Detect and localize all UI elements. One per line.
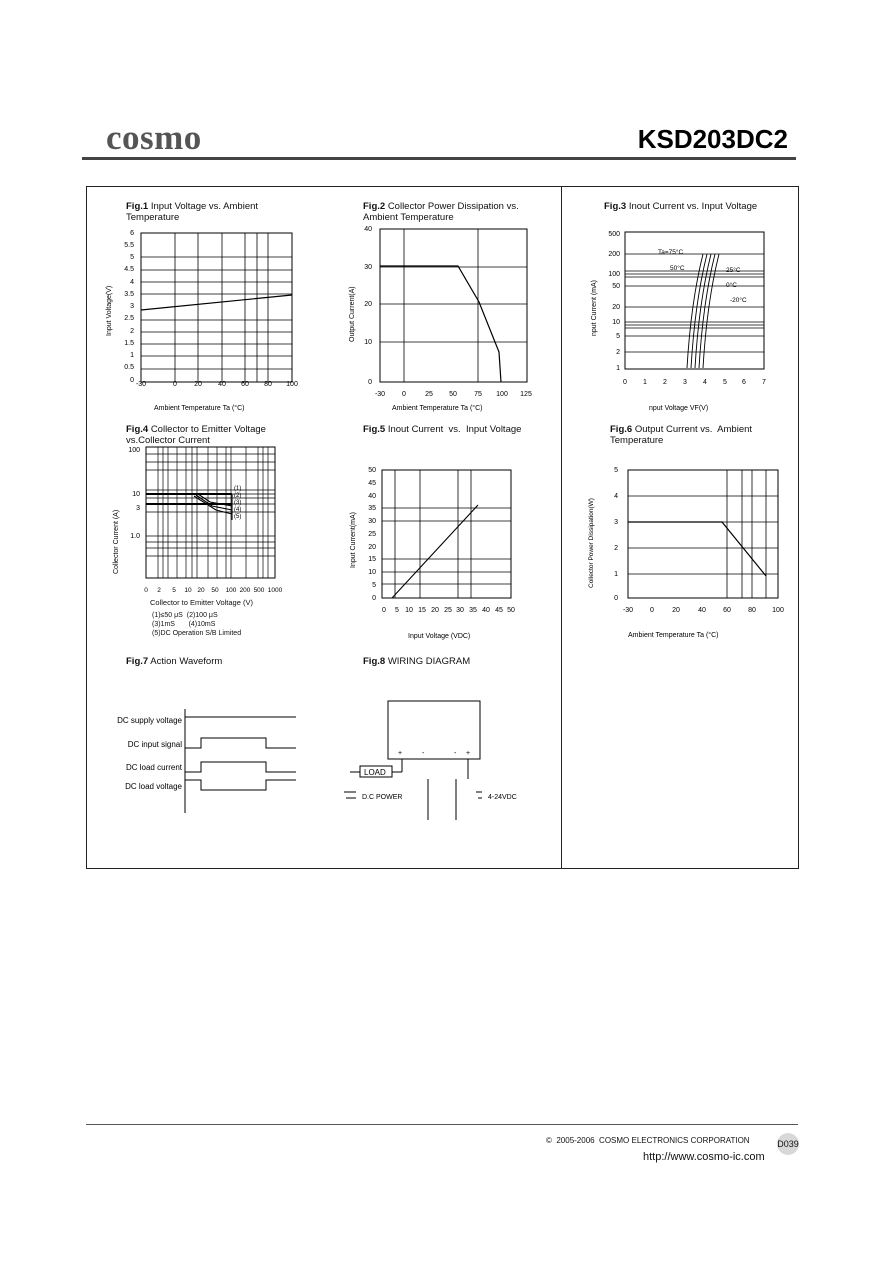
fig7-signals	[117, 716, 183, 791]
fig3-ytick: 200	[608, 251, 620, 258]
fig3-ytick: 500	[608, 231, 620, 238]
fig6-ytick: 1	[614, 571, 618, 578]
part-number: KSD203DC2	[637, 124, 788, 154]
fig3-xtick: 7	[762, 379, 766, 386]
fig1-ytick: 3.5	[124, 291, 134, 298]
fig7-title: Fig.7 Action Waveform	[126, 656, 223, 667]
fig2-ylabel: Output Current(A)	[349, 286, 356, 342]
fig8-power-label: D.C POWER	[362, 794, 403, 801]
fig3-ytick: 20	[612, 304, 620, 311]
fig6-xticks	[623, 607, 784, 614]
fig4-title: Fig.4 Collector to Emitter Voltage vs.Collector Current	[126, 424, 266, 446]
fig3-curve-label: -20°C	[730, 297, 747, 304]
fig7-signal-label: DC load voltage	[125, 782, 182, 791]
fig3-chart	[583, 224, 783, 416]
fig5-ytick: 45	[368, 480, 376, 487]
fig1-ytick: 3	[130, 303, 134, 310]
fig4-note: (2)100 μS	[186, 612, 218, 619]
fig4-xtick: 10	[184, 587, 192, 594]
fig4-xtick: 20	[197, 587, 205, 594]
fig5-xtick: 50	[507, 607, 515, 614]
copyright-text: © 2005-2006 COSMO ELECTRONICS CORPORATION	[546, 1136, 750, 1145]
fig1-xtick: 40	[218, 381, 226, 388]
fig1-ytick: 1.5	[124, 340, 134, 347]
fig6-yticks	[614, 467, 618, 602]
fig5-ytick: 25	[368, 531, 376, 538]
fig8-input-label: 4-24VDC	[488, 794, 517, 801]
fig1-ytick: 2	[130, 328, 134, 335]
fig3-curve-label: 50°C	[670, 265, 685, 272]
fig4-xtick: 200	[239, 587, 251, 594]
fig3-xtick: 2	[663, 379, 667, 386]
header-rule	[82, 157, 796, 160]
fig4-notes	[152, 611, 241, 638]
fig5-ytick: 15	[368, 556, 376, 563]
fig6-title: Fig.6 Output Current vs. Ambient Temperature	[610, 424, 753, 446]
fig4-xticks	[144, 587, 282, 594]
fig1-title: Fig.1 Input Voltage vs. Ambient Temperature	[126, 201, 259, 223]
fig3-title: Fig.3 Inout Current vs. Input Voltage	[604, 201, 758, 212]
fig8-load-label: LOAD	[364, 768, 386, 777]
fig4-xtick: 100	[225, 587, 237, 594]
fig6-xtick: 60	[723, 607, 731, 614]
fig5-xtick: 35	[469, 607, 477, 614]
fig8-pin-mark: -	[454, 750, 457, 757]
fig1-ytick: 1	[130, 352, 134, 359]
fig5-ylabel: Input Current(mA)	[350, 511, 357, 568]
fig2-xtick: 25	[425, 391, 433, 398]
fig2-ytick: 30	[364, 264, 372, 271]
fig4-yticks	[128, 447, 140, 540]
fig4-xtick: 0	[144, 587, 148, 594]
fig4-xtick: 50	[211, 587, 219, 594]
fig1-xtick: 100	[286, 381, 298, 388]
fig1-ytick: 0.5	[124, 364, 134, 371]
fig1-yticks	[124, 230, 134, 384]
fig8-title: Fig.8 WIRING DIAGRAM	[363, 656, 471, 667]
fig5-xtick: 25	[444, 607, 452, 614]
fig3-ytick: 50	[612, 283, 620, 290]
fig8-pin-mark: +	[398, 750, 403, 757]
company-logo: cosmo	[106, 118, 202, 157]
fig4-xtick: 2	[157, 587, 161, 594]
fig5-xtick: 0	[382, 607, 386, 614]
fig4-note: (5)DC Operation S/B Limited	[152, 630, 242, 637]
fig7-signal-label: DC load current	[125, 763, 182, 772]
fig1-xlabel: Ambient Temperature Ta (°C)	[154, 405, 245, 412]
fig5-xtick: 40	[482, 607, 490, 614]
fig3-xtick: 4	[703, 379, 707, 386]
fig5-xtick: 45	[495, 607, 503, 614]
fig3-xticks	[623, 379, 766, 386]
fig5-xtick: 10	[405, 607, 413, 614]
fig3-yticks	[608, 231, 620, 372]
page-number-badge: D039	[777, 1133, 799, 1155]
fig5-ytick: 0	[372, 595, 376, 602]
fig4-xtick: 500	[253, 587, 265, 594]
fig7-signal-label: DC supply voltage	[117, 716, 182, 725]
fig2-xtick: 0	[402, 391, 406, 398]
fig3-ytick: 10	[612, 319, 620, 326]
fig2-yticks	[364, 226, 372, 386]
fig4-chart	[100, 440, 300, 604]
fig5-ytick: 10	[368, 569, 376, 576]
fig3-xtick: 5	[723, 379, 727, 386]
fig6-xtick: 40	[698, 607, 706, 614]
fig1-ytick: 4.5	[124, 266, 134, 273]
fig2-xtick: 50	[449, 391, 457, 398]
frame-divider	[561, 187, 562, 868]
fig3-ytick: 5	[616, 333, 620, 340]
fig1-chart	[100, 224, 310, 414]
fig3-xtick: 6	[742, 379, 746, 386]
fig5-xtick: 20	[431, 607, 439, 614]
fig2-xtick: 100	[496, 391, 508, 398]
fig3-ylabel: nput Current (mA)	[591, 279, 598, 336]
fig5-xtick: 5	[395, 607, 399, 614]
fig3-ytick: 100	[608, 271, 620, 278]
fig6-ytick: 2	[614, 545, 618, 552]
fig4-note: (3)1mS	[152, 621, 175, 628]
fig1-ytick: 5.5	[124, 242, 134, 249]
fig5-ytick: 30	[368, 518, 376, 525]
fig2-title: Fig.2 Collector Power Dissipation vs. Ambient Temperature	[363, 201, 519, 223]
fig2-xtick: -30	[374, 391, 386, 398]
fig5-xtick: 15	[418, 607, 426, 614]
fig1-xtick: 0	[173, 381, 177, 388]
fig3-ytick: 2	[616, 349, 620, 356]
fig4-ytick: 1.0	[130, 533, 140, 540]
fig1-xtick: 20	[194, 381, 202, 388]
fig4-note: (1)≤50 μS	[152, 612, 183, 619]
fig2-ytick: 10	[364, 339, 372, 346]
fig4-ylabel: Collector Current (A)	[113, 509, 120, 574]
fig8-pin-marks	[398, 750, 470, 757]
fig8-pin-mark: +	[466, 750, 471, 757]
fig1-ytick: 0	[130, 377, 134, 384]
fig1-ytick: 6	[130, 230, 134, 237]
fig4-curve-labels	[234, 486, 241, 520]
fig2-xtick: 125	[520, 391, 532, 398]
fig4-ytick: 100	[128, 447, 140, 454]
fig1-xtick: 60	[241, 381, 249, 388]
fig7-signal-label: DC input signal	[127, 740, 182, 749]
fig4-curve-label: (4)	[234, 507, 242, 513]
fig3-curve-label: 25°C	[726, 267, 741, 274]
fig1-ytick: 2.5	[124, 315, 134, 322]
fig3-xlabel: nput Voltage VF(V)	[649, 405, 709, 412]
fig2-xticks	[375, 391, 532, 398]
fig6-xtick: -30	[622, 607, 634, 614]
fig6-xtick: 0	[650, 607, 654, 614]
footer-rule	[86, 1124, 798, 1125]
fig4-curve-label: (3)	[234, 500, 242, 506]
fig3-xtick: 0	[623, 379, 627, 386]
fig5-ytick: 50	[368, 467, 376, 474]
fig8-pin-mark: -	[422, 750, 425, 757]
fig3-curve-label: 0°C	[726, 282, 737, 289]
fig2-chart	[340, 222, 550, 416]
website-link[interactable]: http://www.cosmo-ic.com	[643, 1151, 765, 1163]
fig7-waveform	[100, 705, 300, 817]
fig2-ytick: 40	[364, 226, 372, 233]
fig3-xtick: 3	[683, 379, 687, 386]
fig5-ytick: 20	[368, 544, 376, 551]
fig6-chart	[580, 462, 790, 644]
fig4-xlabel: Collector to Emitter Voltage (V)	[150, 598, 253, 607]
fig5-xtick: 30	[456, 607, 464, 614]
fig1-xtick: 80	[264, 381, 272, 388]
fig2-xtick: 75	[474, 391, 482, 398]
fig5-ytick: 5	[372, 582, 376, 589]
fig4-curve-label: (1)	[234, 486, 242, 492]
fig1-ytick: 4	[130, 279, 134, 286]
fig6-ytick: 5	[614, 467, 618, 474]
fig6-xlabel: Ambient Temperature Ta (°C)	[628, 632, 719, 639]
fig8-wiring	[340, 695, 540, 825]
fig4-curve-label: (5)	[234, 514, 242, 520]
fig5-xlabel: Input Voltage (VDC)	[408, 633, 471, 640]
fig5-chart	[340, 462, 540, 646]
fig4-curve-label: (2)	[234, 493, 242, 499]
fig6-xtick: 100	[772, 607, 784, 614]
fig6-ytick: 3	[614, 519, 618, 526]
fig5-title: Fig.5 Inout Current vs. Input Voltage	[363, 424, 522, 435]
fig1-ytick: 5	[130, 254, 134, 261]
fig2-ytick: 0	[368, 379, 372, 386]
fig4-ytick: 3	[136, 505, 140, 512]
fig2-xlabel: Ambient Temperature Ta (°C)	[392, 405, 483, 412]
fig5-ytick: 35	[368, 505, 376, 512]
fig1-ylabel: Input Voltage(V)	[106, 285, 113, 336]
fig3-xtick: 1	[643, 379, 647, 386]
fig1-xtick: -30	[135, 381, 147, 388]
fig2-ytick: 20	[364, 301, 372, 308]
fig6-ylabel: Collector Power Dissipation(W)	[588, 498, 595, 588]
fig4-xtick: 5	[172, 587, 176, 594]
fig4-xtick: 1000	[267, 587, 283, 594]
fig4-note: (4)10mS	[188, 621, 216, 628]
fig3-curve-label: Ta=75°C	[658, 249, 684, 256]
fig3-ytick: 1	[616, 365, 620, 372]
fig5-yticks	[368, 467, 376, 602]
fig5-ytick: 40	[368, 493, 376, 500]
fig6-ytick: 0	[614, 595, 618, 602]
fig4-ytick: 10	[132, 491, 140, 498]
fig6-xtick: 20	[672, 607, 680, 614]
fig6-ytick: 4	[614, 493, 618, 500]
fig5-xticks	[382, 607, 515, 614]
fig6-xtick: 80	[748, 607, 756, 614]
